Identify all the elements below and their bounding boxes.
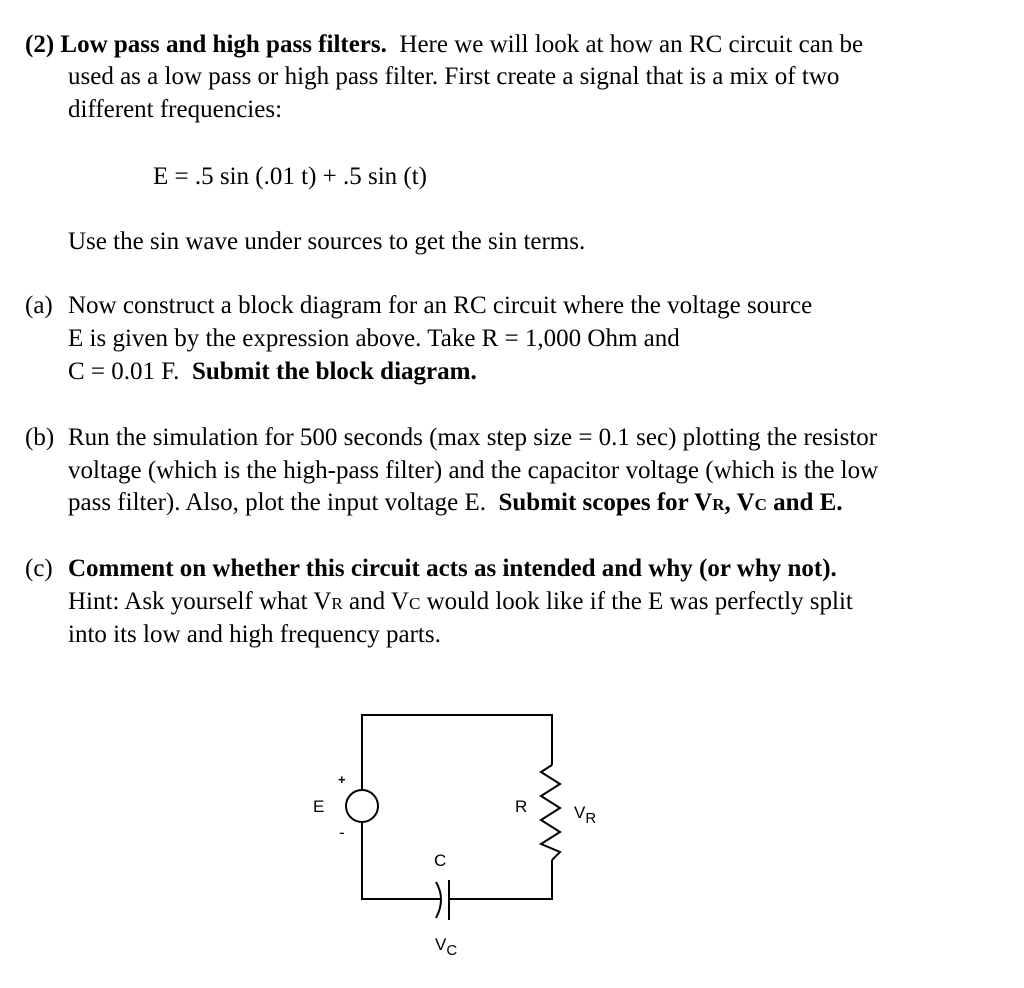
label-plus: + <box>338 772 346 787</box>
part-a-line: Now construct a block diagram for an RC circuit where the voltage source <box>68 292 813 319</box>
label-R: R <box>515 797 528 816</box>
part-c-hint: Hint: Ask yourself what VR and VC would look like if the E was perfectly split <box>68 588 853 615</box>
label-E: E <box>313 797 325 816</box>
part-b-line: Run the simulation for 500 seconds (max step size = 0.1 sec) plotting the resistor <box>68 424 878 451</box>
intro-line: different frequencies: <box>68 96 283 123</box>
part-b-line: voltage (which is the high-pass filter) and the capacitor voltage (which is the low <box>68 457 879 484</box>
problem-heading: (2) Low pass and high pass filters. Here we will look at how an RC circuit can be <box>25 31 864 58</box>
resistor-icon <box>541 765 560 860</box>
part-b-label: (b) <box>25 424 55 451</box>
intro-line: used as a low pass or high pass filter. First create a signal that is a mix of two <box>68 63 840 90</box>
part-a-line: E is given by the expression above. Take R = 1,000 Ohm and <box>68 325 680 352</box>
voltage-source-icon <box>346 790 378 822</box>
label-C: C <box>434 851 447 870</box>
label-minus: - <box>339 823 345 842</box>
part-c-label: (c) <box>25 555 53 582</box>
part-b-line: pass filter). Also, plot the input voltage E. Submit scopes for VR, VC and E. <box>68 489 843 516</box>
part-c-line: into its low and high frequency parts. <box>68 621 441 648</box>
part-a-line: C = 0.01 F. Submit the block diagram. <box>68 358 477 385</box>
note: Use the sin wave under sources to get the sin terms. <box>68 228 586 255</box>
label-VC: VC <box>435 935 458 959</box>
part-a-label: (a) <box>25 292 53 319</box>
part-c-question: Comment on whether this circuit acts as intended and why (or why not). <box>68 555 837 582</box>
label-VR: VR <box>574 803 597 827</box>
equation: E = .5 sin (.01 t) + .5 sin (t) <box>153 163 428 190</box>
